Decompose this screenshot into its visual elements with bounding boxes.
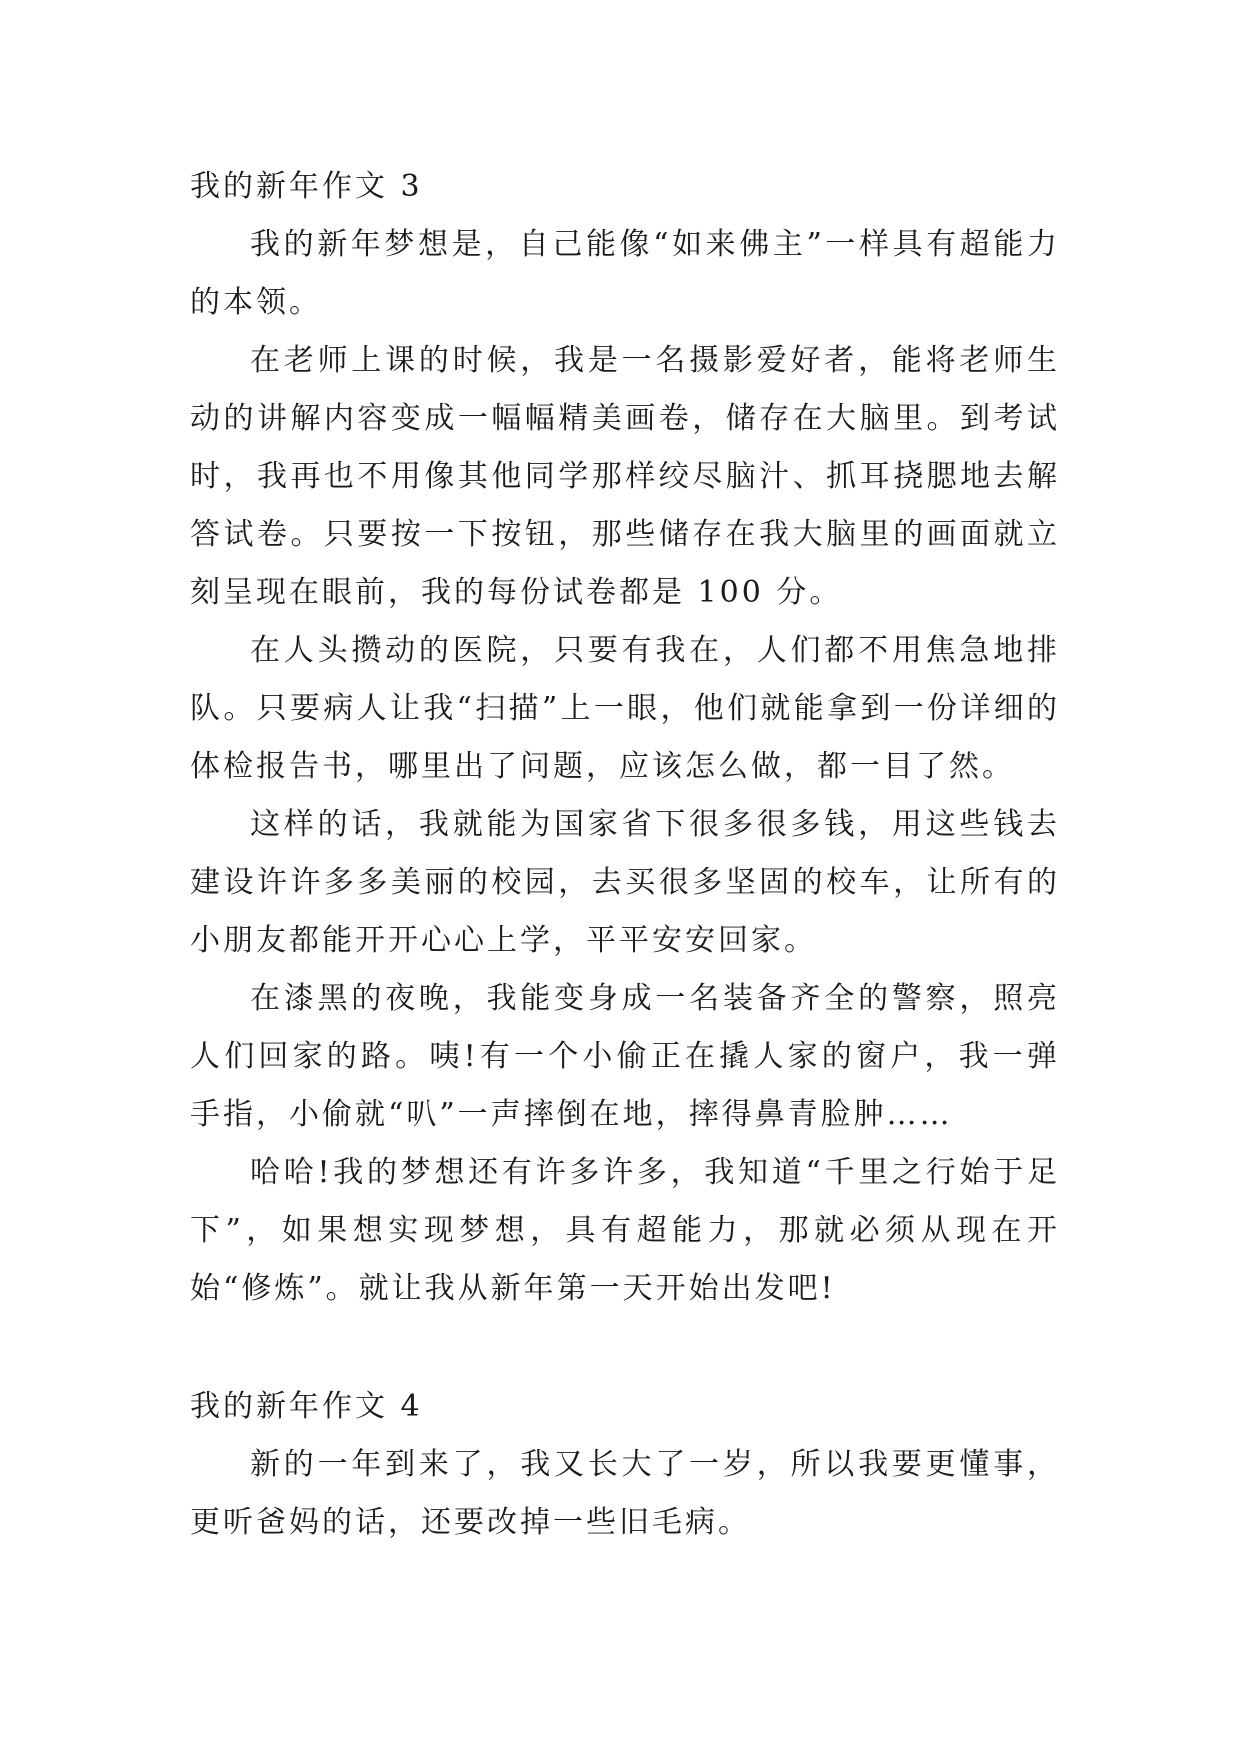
section-3-paragraph-6: 哈哈!我的梦想还有许多许多，我知道“千里之行始于足下”，如果想实现梦想，具有超能力，那就必须从现在开始“修炼”。就让我从新年第一天开始出发吧! bbox=[190, 1155, 1060, 1306]
section-3-paragraph-5: 在漆黑的夜晚，我能变身成一名装备齐全的警察，照亮人们回家的路。咦!有一个小偷正在撬人家的窗户，我一弹手指，小偷就“叭”一声摔倒在地，摔得鼻青脸肿…… bbox=[190, 981, 1060, 1132]
section-divider-space bbox=[190, 1318, 1060, 1378]
section-3-paragraph-4: 这样的话，我就能为国家省下很多很多钱，用这些钱去建设许许多多美丽的校园，去买很多坚固的校车，让所有的小朋友都能开开心心上学，平平安安回家。 bbox=[190, 807, 1060, 958]
section-3-paragraph-2: 在老师上课的时候，我是一名摄影爱好者，能将老师生动的讲解内容变成一幅幅精美画卷，储存在大脑里。到考试时，我再也不用像其他同学那样绞尽脑汁、抓耳挠腮地去解答试卷。只要按一下按钮，那些储存在我大脑里的画面就立刻呈现在眼前，我的每份试卷都是 100 分。 bbox=[190, 343, 1060, 610]
section-4-title: 我的新年作文 4 bbox=[190, 1389, 423, 1424]
section-3-paragraph-1: 我的新年梦想是，自己能像“如来佛主”一样具有超能力的本领。 bbox=[190, 227, 1060, 320]
section-3-paragraph-3: 在人头攒动的医院，只要有我在，人们都不用焦急地排队。只要病人让我“扫描”上一眼，他们就能拿到一份详细的体检报告书，哪里出了问题，应该怎么做，都一目了然。 bbox=[190, 633, 1060, 784]
section-4-paragraph-1: 新的一年到来了，我又长大了一岁，所以我要更懂事，更听爸妈的话，还要改掉一些旧毛病。 bbox=[190, 1447, 1060, 1540]
section-3-title: 我的新年作文 3 bbox=[190, 169, 423, 204]
document-body bbox=[190, 158, 1060, 1552]
